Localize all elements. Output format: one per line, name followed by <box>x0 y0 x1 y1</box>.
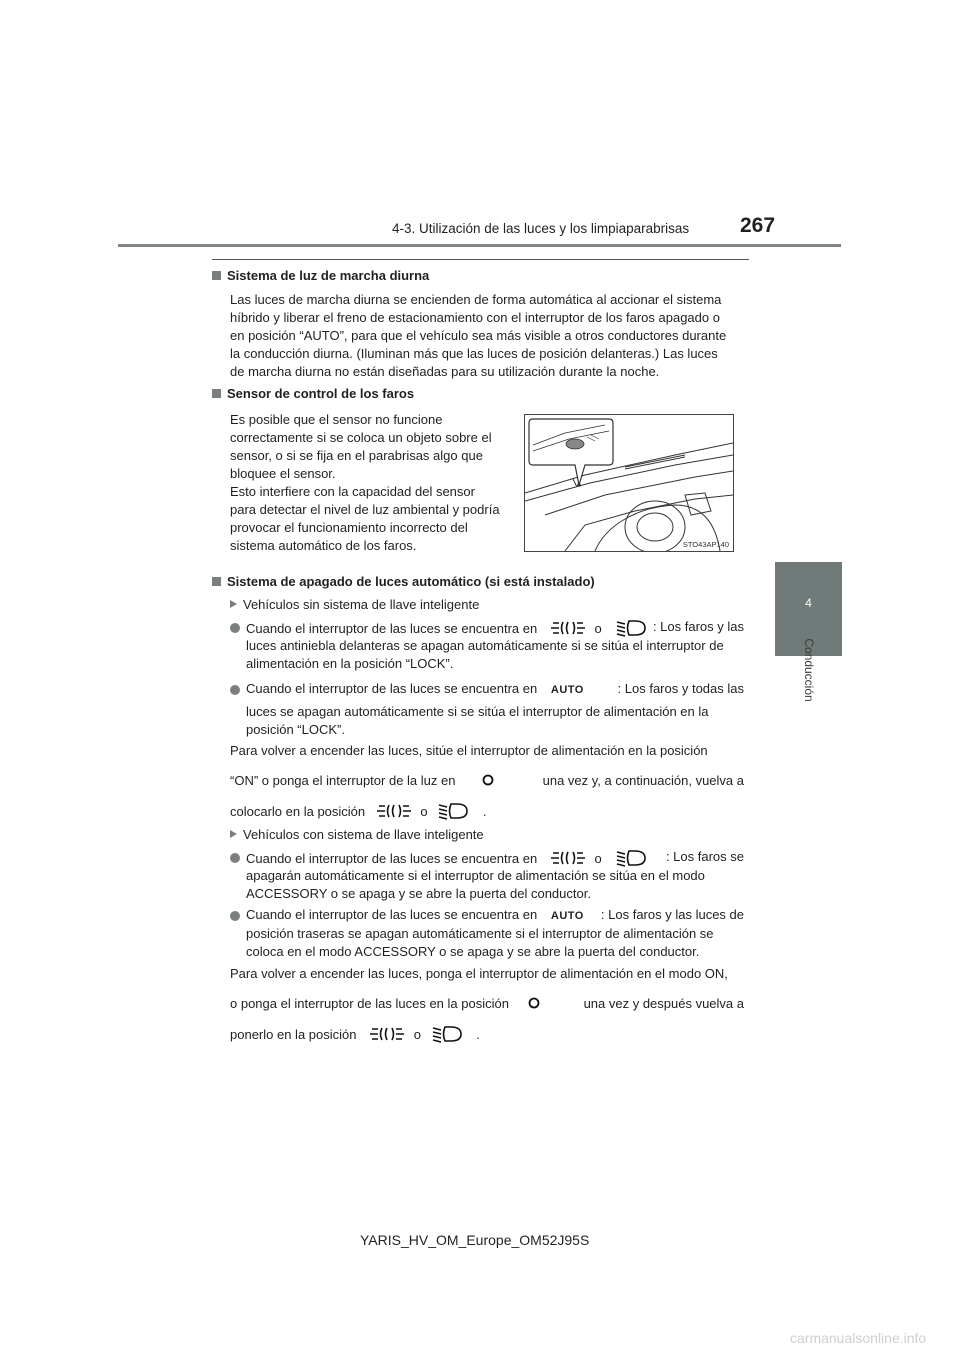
text: Cuando el interruptor de las luces se encuentra en <box>246 850 538 866</box>
text-line: para detectar el nivel de luz ambiental y podría <box>230 502 500 517</box>
text-line: híbrido y liberar el freno de estacionamiento con el interruptor de los faros apagado o <box>230 310 720 325</box>
text: : Los faros y todas las <box>617 681 744 696</box>
headlight-icon <box>437 802 469 823</box>
square-bullet-icon <box>212 389 221 398</box>
heading-text: Sistema de luz de marcha diurna <box>227 268 430 283</box>
heading-text: Sistema de apagado de luces automático (si está instalado) <box>227 574 595 589</box>
subheading-smart-key <box>230 827 484 842</box>
text-line: provocar el funcionamiento incorrecto del <box>230 520 468 535</box>
bullet1-continuation <box>246 637 744 673</box>
text-line: apagarán automáticamente si el interruptor de alimentación se sitúa en el modo <box>246 868 705 883</box>
paragraph-light-sensor <box>230 411 506 555</box>
text-line: Es posible que el sensor no funcione <box>230 412 443 427</box>
auto-light-icon: AUTO <box>550 683 584 696</box>
page-number: 267 <box>740 214 776 237</box>
heading-light-sensor <box>212 386 414 401</box>
document-code: YARIS_HV_OM_Europe_OM52J95S <box>360 1232 590 1248</box>
heading-daytime-lights <box>212 268 429 283</box>
text-line: correctamente si se coloca un objeto sobre el <box>230 430 492 445</box>
round-bullet-icon <box>230 685 240 695</box>
text: . <box>476 1026 480 1042</box>
triangle-bullet-icon <box>230 600 237 608</box>
round-bullet-icon <box>230 911 240 921</box>
section-title: 4-3. Utilización de las luces y los limpiaparabrisas <box>392 221 690 236</box>
text-line: sistema automático de los faros. <box>230 538 417 553</box>
bullet2-continuation <box>246 703 744 739</box>
text-line: ACCESSORY o se apaga y se abre la puerta del conductor. <box>246 886 591 901</box>
text: o <box>594 850 602 866</box>
text: una vez y después vuelva a <box>583 996 744 1011</box>
figure-code: STO43AP140 <box>682 540 729 549</box>
text: : Los faros se <box>665 849 744 864</box>
text: Cuando el interruptor de las luces se encuentra en <box>246 681 538 696</box>
off-position-icon <box>481 773 495 790</box>
subheading-no-smart-key <box>230 597 479 612</box>
bullet4-line1 <box>246 907 744 922</box>
text-line: luces antiniebla delanteras se apagan automáticamente si se sitúa el interruptor de <box>246 638 724 653</box>
para2-line1: Para volver a encender las luces, ponga el interruptor de alimentación en el modo ON, <box>230 966 728 981</box>
para1-line1: Para volver a encender las luces, sitúe el interruptor de alimentación en la posición <box>230 743 708 758</box>
section-divider <box>212 259 749 260</box>
chapter-label-text: Conducción <box>802 638 816 702</box>
text: Cuando el interruptor de las luces se encuentra en <box>246 620 538 636</box>
text: Cuando el interruptor de las luces se encuentra en <box>246 907 538 922</box>
triangle-bullet-icon <box>230 830 237 838</box>
text-line: Las luces de marcha diurna se encienden de forma automática al accionar el sistema <box>230 292 722 307</box>
chapter-label <box>776 620 842 720</box>
text: colocarlo en la posición <box>230 803 366 819</box>
bullet4-continuation <box>246 925 744 961</box>
para2-line3 <box>230 1025 480 1046</box>
text-line: luces se apagan automáticamente si se sitúa el interruptor de alimentación en la <box>246 704 709 719</box>
text: ponerlo en la posición <box>230 1026 357 1042</box>
text-line: Esto interfiere con la capacidad del sensor <box>230 484 475 499</box>
parking-light-icon <box>377 802 411 823</box>
text-line: de marcha diurna no están diseñadas para su utilización durante la noche. <box>230 364 660 379</box>
text: : Los faros y las <box>652 619 744 634</box>
text-line: bloquee el sensor. <box>230 466 336 481</box>
subheading-text: Vehículos sin sistema de llave inteligente <box>243 597 480 612</box>
bullet2-line1 <box>246 681 744 696</box>
text: . <box>482 803 487 819</box>
auto-light-icon: AUTO <box>550 909 584 922</box>
text-line: posición “LOCK”. <box>246 722 345 737</box>
text: : Los faros y las luces de <box>600 907 744 922</box>
text: o <box>594 620 602 636</box>
parking-light-icon <box>370 1025 404 1046</box>
text: o <box>420 803 428 819</box>
chapter-number: 4 <box>805 596 812 610</box>
para1-line2 <box>230 773 744 790</box>
heading-auto-light-off <box>212 574 595 589</box>
square-bullet-icon <box>212 577 221 586</box>
dashboard-sensor-illustration <box>524 414 734 552</box>
round-bullet-icon <box>230 623 240 633</box>
text: una vez y, a continuación, vuelva a <box>542 773 744 788</box>
text: o <box>413 1026 421 1042</box>
text-line: posición traseras se apagan automáticamente si el interruptor de alimentación se <box>246 926 714 941</box>
text: “ON” o ponga el interruptor de la luz en <box>230 773 456 788</box>
text-line: en posición “AUTO”, para que el vehículo sea más visible a otros conductores durante <box>230 328 727 343</box>
para1-line3 <box>230 802 487 823</box>
subheading-text: Vehículos con sistema de llave inteligente <box>243 827 484 842</box>
text-line: coloca en el modo ACCESSORY o se apaga y se abre la puerta del conductor. <box>246 944 700 959</box>
text-line: sensor, o si se fija en el parabrisas algo que <box>230 448 483 463</box>
watermark: carmanualsonline.info <box>790 1330 927 1346</box>
text-line: la conducción diurna. (Iluminan más que las luces de posición delanteras.) Las luces <box>230 346 718 361</box>
bullet3-continuation <box>246 867 744 903</box>
headlight-icon <box>431 1025 463 1046</box>
para2-line2 <box>230 996 744 1013</box>
header-rule <box>118 244 841 247</box>
round-bullet-icon <box>230 853 240 863</box>
dashboard-sensor-drawing <box>525 415 733 551</box>
heading-text: Sensor de control de los faros <box>227 386 415 401</box>
text: o ponga el interruptor de las luces en la posición <box>230 996 509 1011</box>
paragraph-daytime-lights <box>230 291 744 381</box>
off-position-icon <box>527 996 541 1013</box>
square-bullet-icon <box>212 271 221 280</box>
text-line: alimentación en la posición “LOCK”. <box>246 656 454 671</box>
